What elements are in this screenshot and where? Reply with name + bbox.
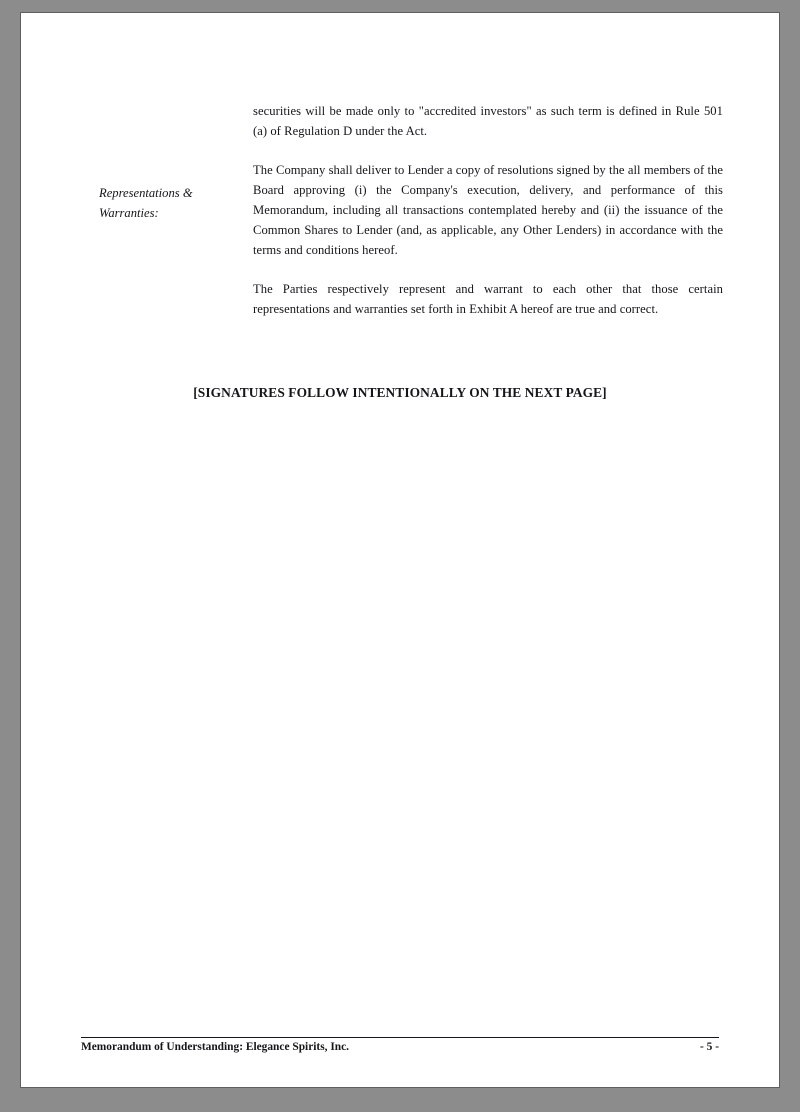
section-label-line-2: Warranties: [99, 206, 159, 220]
footer-page-number: - 5 - [700, 1041, 719, 1053]
section-label-representations-warranties [99, 183, 249, 223]
paragraph-1: securities will be made only to "accredited investors" as such term is defined in Rule 501 (a) of Regulation D under the Act. [253, 104, 723, 138]
paragraph-2: The Company shall deliver to Lender a copy of resolutions signed by the all members of the Board approving (i) the Company's execution, delivery, and performance of this Memorandum, including all transactions contemplated hereby and (ii) the issuance of the Common Shares to Lender (and, as applicable, any Other Lenders) in accordance with the terms and conditions hereof. [253, 163, 723, 257]
body-text-block [253, 101, 723, 319]
footer-title: Memorandum of Understanding: Elegance Spirits, Inc. [81, 1041, 350, 1053]
paragraph-3: The Parties respectively represent and warrant to each other that those certain representations and warranties set forth in Exhibit A hereof are true and correct. [253, 282, 723, 316]
page-footer [81, 1037, 719, 1053]
document-page [20, 12, 780, 1088]
section-label-line-1: Representations & [99, 186, 193, 200]
page-content [21, 13, 779, 1087]
signatures-notice: [SIGNATURES FOLLOW INTENTIONALLY ON THE NEXT PAGE] [193, 385, 607, 400]
